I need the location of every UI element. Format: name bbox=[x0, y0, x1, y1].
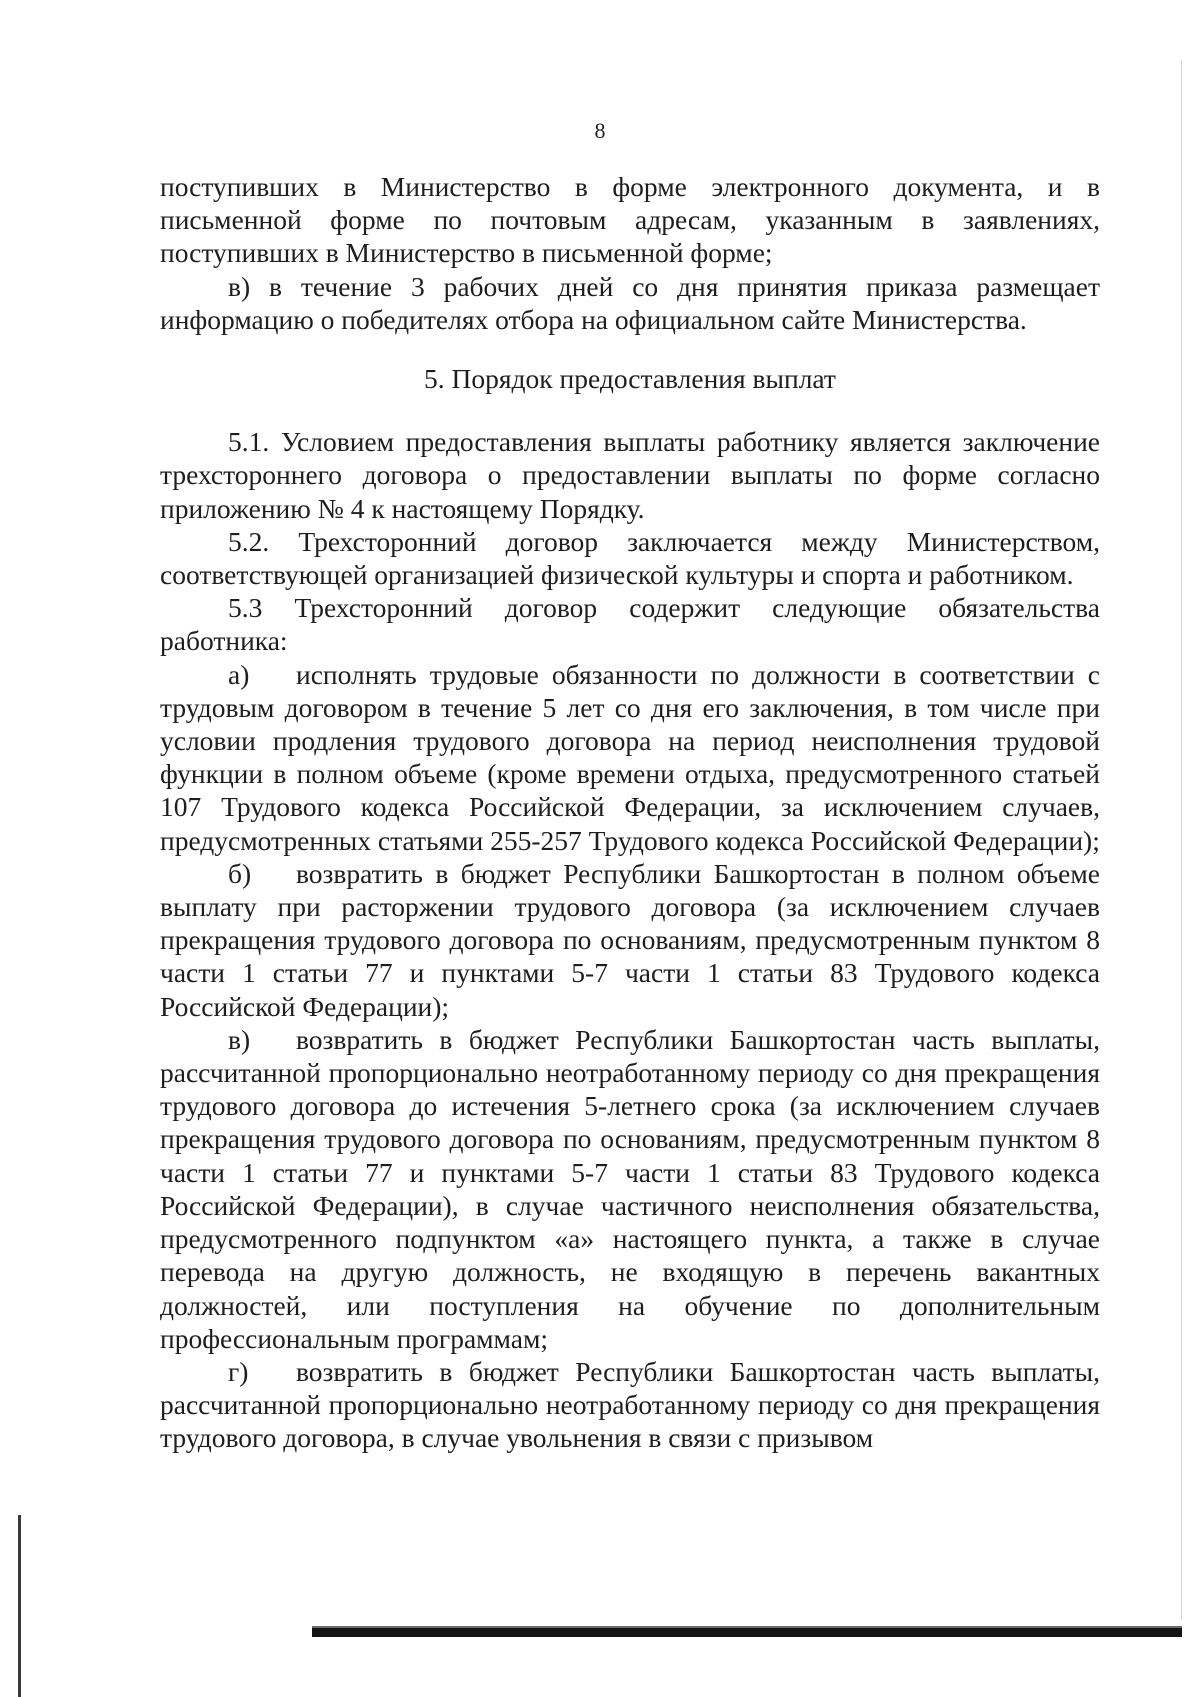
list-item-a-marker: а) bbox=[228, 658, 250, 690]
scan-artifact-line bbox=[312, 1628, 1182, 1637]
page-number: 8 bbox=[594, 118, 606, 143]
document-body bbox=[160, 170, 1100, 1455]
clause-5-1: 5.1. Условием предоставления выплаты работнику является заключение трехстороннего договора о предоставлении выплаты по форме согласно приложению № 4 к настоящему Порядку. bbox=[160, 426, 1100, 524]
list-item-v-text: возвратить в бюджет Республики Башкортостан часть выплаты, рассчитанной пропорционально неотработанному периоду со дня прекращения трудового договора до истечения 5-летнего срока (за исключением случаев прекращения трудового договора по основаниям, предусмотренным пунктом 8 части 1 статьи 77 и пунктами 5-7 части 1 статьи 83 Трудового кодекса Российской Федерации), в случае частичного неисполнения обязательства, предусмотренного подпунктом «а» настоящего пункта, а также в случае перевода на другую должность, не входящую в перечень вакантных должностей, или поступления на обучение по дополнительным профессиональным программам; bbox=[160, 1023, 1100, 1354]
list-item-b-marker: б) bbox=[228, 857, 252, 889]
scan-artifact-left-edge bbox=[18, 1515, 21, 1697]
section-title: 5. Порядок предоставления выплат bbox=[424, 363, 836, 395]
list-item-a-text: исполнять трудовые обязанности по должности в соответствии с трудовым договором в течение 5 лет со дня его заключения, в том числе при условии продления трудового договора на период неисполнения трудовой функции в полном объеме (кроме времени отдыха, предусмотренного статьей 107 Трудового кодекса Российской Федерации, за исключением случаев, предусмотренных статьями 255-257 Трудового кодекса Российской Федерации); bbox=[160, 658, 1100, 856]
clause-5-3: 5.3 Трехсторонний договор содержит следующие обязательства работника: bbox=[160, 592, 1100, 657]
list-item-b bbox=[160, 857, 1100, 1023]
list-item-a bbox=[160, 658, 1100, 857]
list-item-v bbox=[160, 1023, 1100, 1355]
clause-5-2: 5.2. Трехсторонний договор заключается между Министерством, соответствующей организацией физической культуры и спорта и работником. bbox=[160, 525, 1100, 591]
list-item-g-text: возвратить в бюджет Республики Башкортостан часть выплаты, рассчитанной пропорционально неотработанному периоду со дня прекращения трудового договора, в случае увольнения в связи с призывом bbox=[160, 1355, 1100, 1454]
paragraph-continuation: поступивших в Министерство в форме электронного документа, и в письменной форме по почтовым адресам, указанным в заявлениях, поступивших в Министерство в письменной форме; bbox=[160, 171, 1100, 269]
paragraph-item-v-publication: в) в течение 3 рабочих дней со дня принятия приказа размещает информацию о победителях отбора на официальном сайте Министерства. bbox=[160, 270, 1100, 335]
list-item-g-marker: г) bbox=[228, 1355, 249, 1387]
list-item-g bbox=[160, 1355, 1100, 1455]
list-item-v-marker: в) bbox=[228, 1023, 251, 1055]
scan-artifact-right-edge bbox=[1181, 60, 1182, 1620]
list-item-b-text: возвратить в бюджет Республики Башкортостан в полном объеме выплату при расторжении трудового договора (за исключением случаев прекращения трудового договора по основаниям, предусмотренным пунктом 8 части 1 статьи 77 и пунктами 5-7 части 1 статьи 83 Трудового кодекса Российской Федерации); bbox=[160, 857, 1100, 1022]
